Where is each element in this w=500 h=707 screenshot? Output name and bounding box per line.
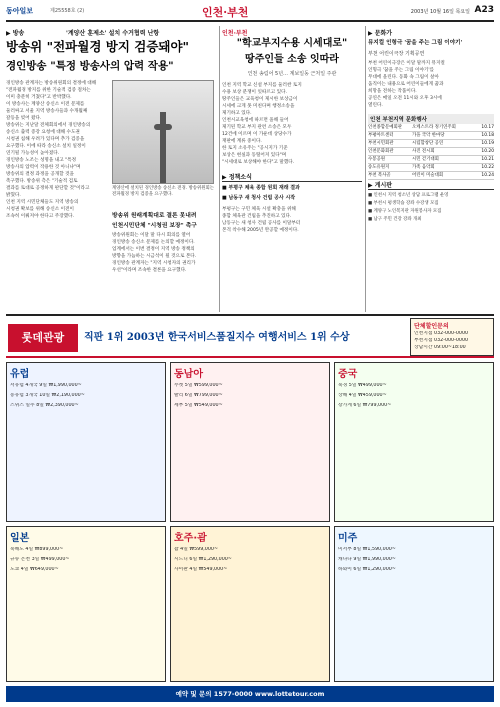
center-body: 인천 지역 학교 신설 부지를 둘러싼 토지 수용 보상 분쟁이 잇따르고 있다. 땅주인들은 교육청이 제시한 보상금이 시세에 크게 못 미친다며 행정소송을 제기하고 있다. 인천시교육청에 따르면 올해 들어 제기된 학교 부지 관련 소송은 모두 12건에 이르며 이 가운데 상당수가 재판에 계류 중이다. 한 토지 소유주는 "공시지가 기준 보상은 현실과 동떨어져 있다"며 "시세대로 보상해야 한다"고 말했다. [222, 83, 302, 165]
ad-section-europe[interactable] [6, 362, 166, 522]
ad-section-guam-australia[interactable] [170, 526, 330, 682]
section-title: 인천·부천 [202, 6, 249, 19]
ad-line: 스위스 일주 8일 ₩2,390,000~ [10, 403, 79, 408]
left-article [6, 26, 216, 312]
table-row: 인천종합문예회관 오케스트라 정기연주회 10.17 [368, 125, 494, 130]
ad-section-title: 유럽 [10, 369, 30, 380]
culture-body: 부천 어린이극장은 이달 말까지 뮤지컬 인형극 '꿈을 주는 그림 이야기'를 무대에 올린다. 동화 속 그림이 살아 움직이는 내용으로 어린이들에게 꿈과 희망을 전하는 작품이다. 공연은 매일 오전 11시와 오후 3시에 열린다. [368, 61, 445, 108]
culture-headline: 뮤지컬 인형극 '꿈을 주는 그림 이야기' [368, 40, 463, 46]
table-row: 수봉공원 시민 걷기대회 10.21 [368, 157, 494, 162]
center-article [222, 26, 362, 312]
ad-line: 미서부 8일 ₩1,590,000~ [338, 547, 396, 552]
table-row: 부천시민회관 시립합창단 공연 10.19 [368, 141, 494, 146]
side-ad-line: 부천지점 032-000-0000 [414, 338, 469, 343]
ad-line: 도쿄 4일 ₩649,000~ [10, 567, 59, 572]
ad-line: 서유럽 4개국 9일 ₩1,990,000~ [10, 383, 82, 388]
center-subheadline: 땅주인들 소송 잇따라 [245, 54, 339, 65]
ad-line: 장가계 6일 ₩799,000~ [338, 403, 392, 408]
ad-section-title: 동남아 [174, 369, 203, 380]
right-article [368, 26, 494, 312]
article-sub-kicker: '계양산 훈제소' 설치 수거협력 난항 [66, 30, 160, 37]
side-ad-line: 상담시간 09:00~18:00 [414, 345, 466, 350]
lotte-brand-name: 롯데관광 [21, 331, 65, 344]
culture-subhead: 부천 어린이극장 기획공연 [368, 51, 425, 57]
ad-line: 사이판 4일 ₩549,000~ [174, 567, 228, 572]
tower-image [160, 112, 166, 183]
ad-line: 규슈 온천 3일 ₩499,000~ [10, 557, 70, 562]
ad-line: 하와이 6일 ₩1,290,000~ [338, 567, 396, 572]
article-subhead-2: 인천시민단체 "시청권 보장" 촉구 [112, 223, 197, 229]
ad-section-japan[interactable] [6, 526, 166, 682]
policy-section-title: ▶ 정책소식 [222, 172, 362, 182]
article-subhead-1: 방송위 원래계획대로 결론 못내려 [112, 213, 197, 219]
column-divider [219, 26, 220, 312]
article-headline: 방송위 "전파월경 방지 검증돼야" [6, 39, 190, 54]
transmitter-photo [112, 80, 214, 184]
article-body-continued: 방송위원회는 이달 말 다시 회의를 열어 경인방송 송신소 문제를 논의할 예정이다. 업계에서는 이번 결정이 지역 방송 정책의 방향을 가늠하는 시금석이 될 것으로 본다. 경인방송 관계자는 "지역 시청자의 권리가 우선"이라며 조속한 결론을 요구했다. [112, 233, 197, 273]
article-kicker: ▶ 방송 [6, 30, 25, 37]
notice-board-body: ■ 인천시 지역 청소년 상담 프로그램 운영 ■ 부천시 평생학습 강좌 수강생 모집 ■ 계양구 노인복지관 자원봉사자 모집 ■ 남구 주민 건강 강좌 개최 [368, 193, 449, 222]
newspaper-name: 동아일보 [6, 7, 34, 15]
ad-line: 세부 5일 ₩549,000~ [174, 403, 223, 408]
notice-item-1: ■ 부평구 체육 종합 원회 재래 결과 [222, 185, 300, 191]
ad-section-title: 호주·괌 [174, 533, 207, 544]
events-table [368, 124, 494, 180]
center-headline: "학교부지수용 시세대로" [236, 38, 348, 49]
ad-line: 푸켓 5일 ₩599,000~ [174, 383, 223, 388]
column-divider [365, 26, 366, 312]
ad-footer-text: 예약 및 문의 1577-0000 www.lottetour.com [175, 690, 325, 698]
notice-item-2: ■ 남동구 새 청사 건립 공사 시작 [222, 195, 296, 201]
center-deck: 인천 송림어 5년… 계보일동 근처일 주관 [247, 71, 337, 77]
table-row: 부평아트센터 가을 국악 한마당 10.18 [368, 133, 494, 138]
side-ad-line: 인천지점 032-000-0000 [414, 331, 469, 336]
side-ad-title: 단체할인문의 [414, 323, 449, 330]
events-table-title: 인천 부천지역 문화행사 [368, 114, 494, 124]
center-body-continued: 부평구는 구민 체육 시설 확충을 위해 종합 체육관 건립을 추진하고 있다. 남동구는 새 청사 건립 공사를 이달부터 본격 착수해 2005년 완공할 예정이다. [222, 207, 301, 233]
ad-line: 북경 5일 ₩499,000~ [338, 383, 387, 388]
ad-section-americas[interactable] [334, 526, 494, 682]
side-ad[interactable] [410, 318, 494, 356]
notice-board-title: ▶ 게시판 [368, 180, 494, 190]
issue-number: 제25558호 (2) [50, 8, 85, 14]
lotte-header-band [6, 318, 494, 358]
ad-line: 북해도 4일 ₩899,000~ [10, 547, 64, 552]
table-row: 송도유원지 가족 음악회 10.22 [368, 165, 494, 170]
ad-line: 시드니 6일 ₩1,290,000~ [174, 557, 232, 562]
ad-section-southeast-asia[interactable] [170, 362, 330, 522]
ad-line: 발리 6일 ₩799,000~ [174, 393, 223, 398]
publication-date: 2003년 10월 16일 목요일 [410, 9, 470, 15]
ad-line: 괌 4일 ₩599,000~ [174, 547, 218, 552]
ad-section-title: 일본 [10, 533, 30, 544]
article-subheadline: 경인방송 "특정 방송사의 압력 작용" [6, 60, 174, 72]
center-banner: 인천·부천 [222, 30, 248, 37]
article-body: 경인방송 관계자는 방송위원회의 결정에 대해 "전파월경 방지를 위한 기술적 검증 절차는 이미 충분히 거쳤다"고 반박했다. 이 방송사는 계양산 송신소 이전 문제를 둘러싸고 서울 지역 방송사들과 수개월째 갈등을 빚어 왔다. 방송위는 지난달 전체회의에서 경인방송의 송신소 출력 증강 요청에 대해 수도권 시청권 침해 우려가 있다며 추가 검증을 요구했다. 이에 따라 송신소 설치 일정이 연기될 가능성이 높아졌다. 경인방송 노조는 성명을 내고 "특정 방송사의 압력이 작용한 것 아니냐"며 방송위의 결정 과정을 공개할 것을 촉구했다. 방송위 측은 "기술적 검토 결과를 토대로 공정하게 판단할 것"이라고 밝혔다. 인천 지역 시민단체들도 지역 방송의 시청권 확보를 위해 송신소 이전이 조속히 이뤄져야 한다고 주장했다. [6, 81, 97, 219]
ad-line: 동유럽 3개국 10일 ₩2,190,000~ [10, 393, 85, 398]
ad-footer-band [6, 686, 494, 702]
page-number: A23 [474, 5, 494, 15]
table-row: 인천문화회관 사진 전시회 10.20 [368, 149, 494, 154]
culture-kicker: ▶ 문화가 [368, 30, 393, 37]
lotte-logo [8, 324, 78, 352]
table-row: 부천 복사골 어린이 미술대회 10.24 [368, 173, 494, 178]
masthead [6, 4, 494, 22]
ad-section-title: 중국 [338, 369, 358, 380]
ad-line: 캐나다 9일 ₩1,990,000~ [338, 557, 396, 562]
ad-section-title: 미주 [338, 533, 358, 544]
photo-caption: 계양산에 설치된 경인방송 송신소 전경. 방송위원회는 전파월경 방지 검증을 요구했다. [112, 186, 214, 197]
lotte-headline: 직판 1위 2003년 한국서비스품질지수 여행서비스 1위 수상 [84, 332, 350, 343]
ad-section-china[interactable] [334, 362, 494, 522]
advertisement-section [6, 314, 494, 702]
ad-line: 상해 4일 ₩459,000~ [338, 393, 387, 398]
